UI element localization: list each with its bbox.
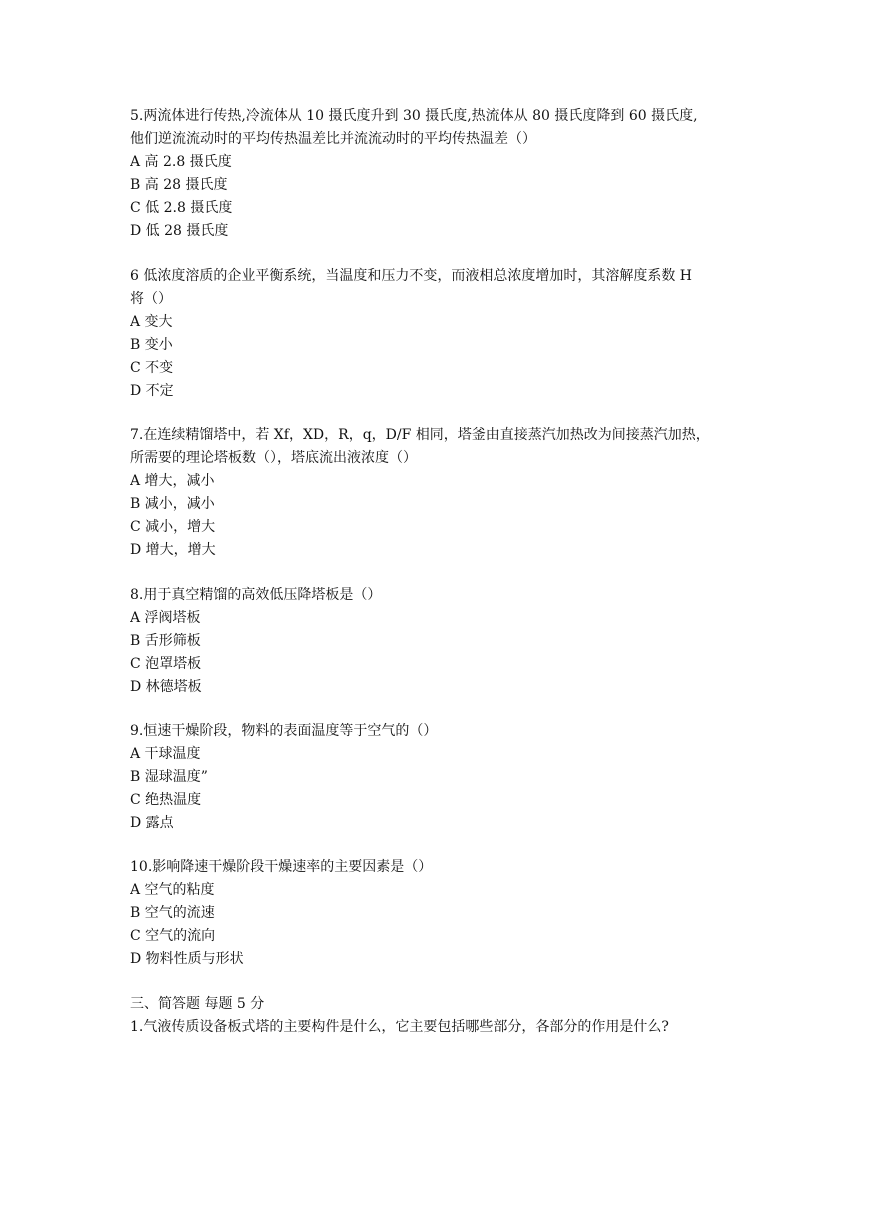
- question-6-option-d: D 不定: [130, 383, 174, 399]
- question-10-option-a: A 空气的粘度: [130, 882, 215, 898]
- question-10-stem: 10.影响降速干燥阶段干燥速率的主要因素是（）: [130, 859, 433, 875]
- question-7-option-a: A 增大，减小: [130, 473, 215, 489]
- question-10-option-b: B 空气的流速: [130, 905, 215, 921]
- question-6-option-c: C 不变: [130, 360, 174, 376]
- question-8-option-d: D 林德塔板: [130, 679, 202, 695]
- question-5-stem-line-2: 他们逆流流动时的平均传热温差比并流流动时的平均传热温差（）: [130, 131, 536, 147]
- short-answer-question-1: 1.气液传质设备板式塔的主要构件是什么，它主要包括哪些部分，各部分的作用是什么?: [130, 1019, 669, 1035]
- question-5-stem-line-1: 5.两流体进行传热,冷流体从 10 摄氏度升到 30 摄氏度,热流体从 80 摄氏度降到 60 摄氏度,: [130, 108, 698, 124]
- question-6-option-b: B 变小: [130, 337, 173, 353]
- question-9-option-c: C 绝热温度: [130, 792, 202, 808]
- question-10-option-d: D 物料性质与形状: [130, 951, 244, 967]
- question-9-option-b: B 湿球温度”: [130, 769, 208, 785]
- question-10-option-c: C 空气的流向: [130, 928, 216, 944]
- question-7-stem-line-2: 所需要的理论塔板数（），塔底流出液浓度（）: [130, 450, 417, 466]
- question-6-stem-line-1: 6 低浓度溶质的企业平衡系统，当温度和压力不变，而液相总浓度增加时，其溶解度系数 H: [130, 268, 693, 284]
- question-6-option-a: A 变大: [130, 314, 173, 330]
- question-7-option-d: D 增大，增大: [130, 542, 216, 558]
- question-8-option-c: C 泡罩塔板: [130, 656, 202, 672]
- section-heading: 三、简答题 每题 5 分: [130, 996, 265, 1012]
- question-8-option-a: A 浮阀塔板: [130, 610, 201, 626]
- question-6-stem-line-2: 将（）: [130, 291, 172, 307]
- question-5-option-a: A 高 2.8 摄氏度: [130, 154, 232, 170]
- question-7-option-c: C 减小，增大: [130, 519, 216, 535]
- question-7-option-b: B 减小，减小: [130, 496, 215, 512]
- question-8-option-b: B 舌形筛板: [130, 633, 201, 649]
- question-5-option-b: B 高 28 摄氏度: [130, 177, 228, 193]
- question-5-option-d: D 低 28 摄氏度: [130, 223, 229, 239]
- question-9-stem: 9.恒速干燥阶段，物料的表面温度等于空气的（）: [130, 723, 438, 739]
- question-9-option-d: D 露点: [130, 815, 174, 831]
- question-9-option-a: A 干球温度: [130, 746, 201, 762]
- question-7-stem-line-1: 7.在连续精馏塔中，若 Xf，XD，R，q，D/F 相同，塔釜由直接蒸汽加热改为间接蒸汽加热，: [130, 427, 710, 443]
- question-5-option-c: C 低 2.8 摄氏度: [130, 200, 233, 216]
- question-8-stem: 8.用于真空精馏的高效低压降塔板是（）: [130, 587, 382, 603]
